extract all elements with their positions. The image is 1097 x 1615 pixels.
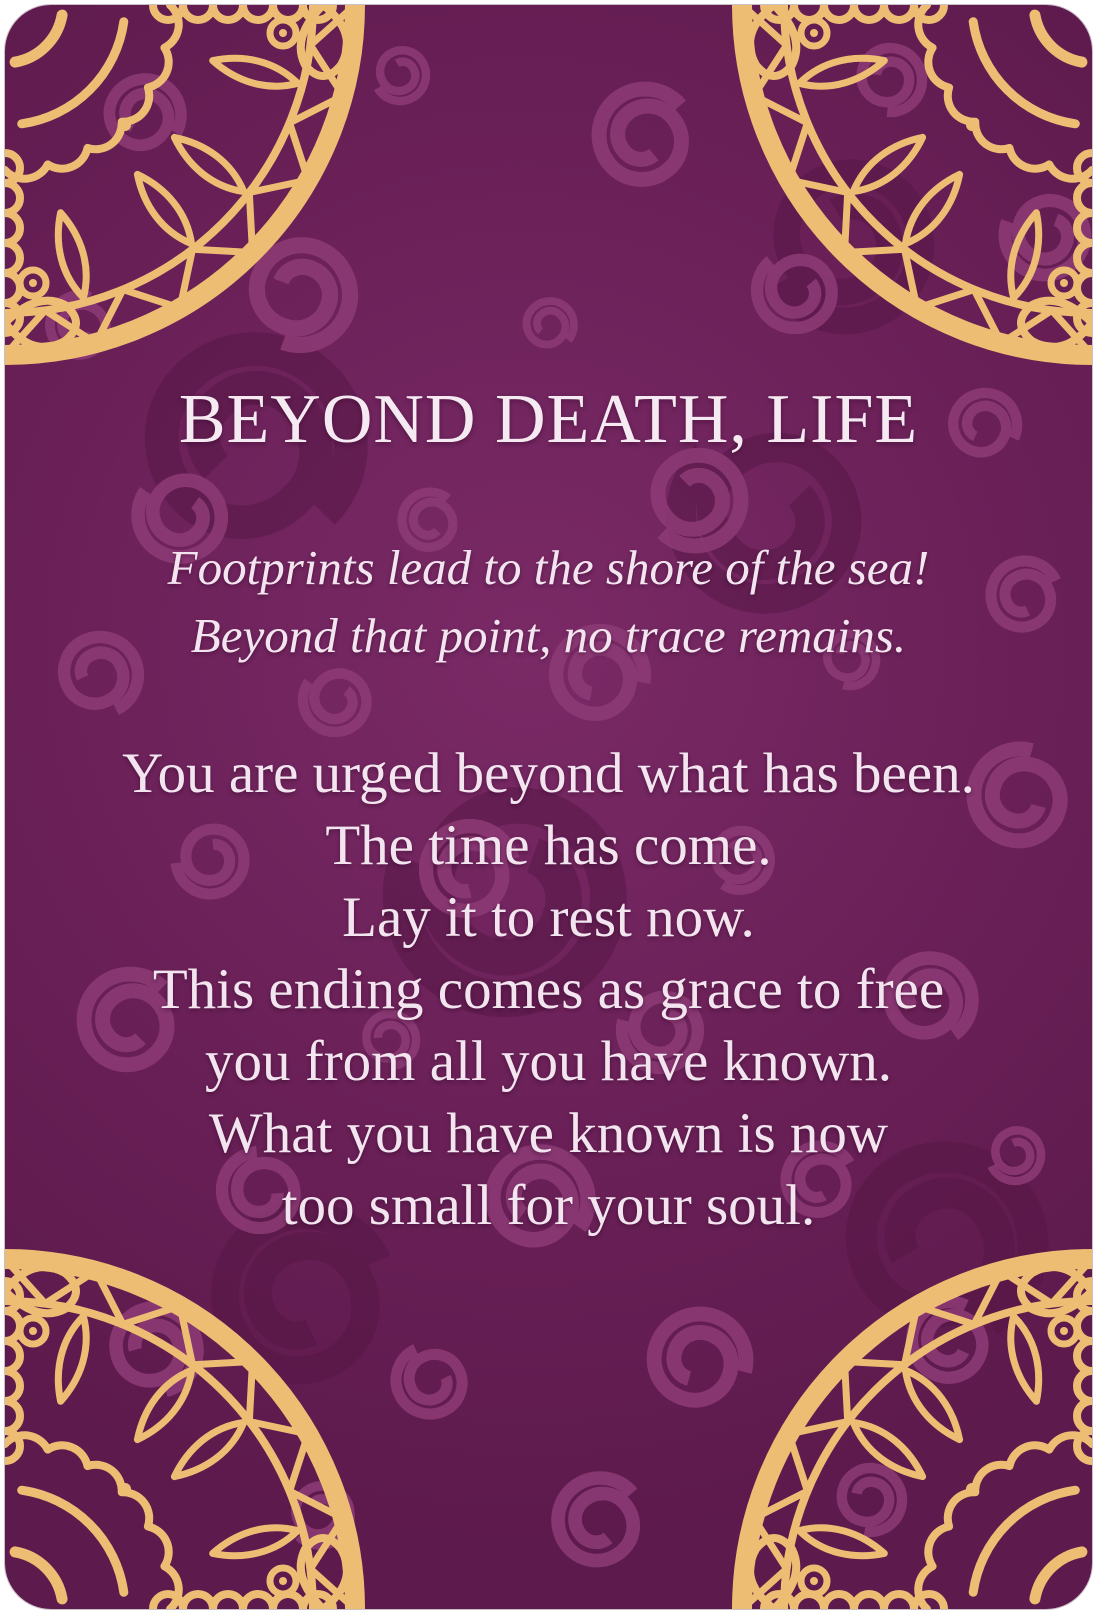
card-quote (5, 534, 1092, 670)
card-title: BEYOND DEATH, LIFE (178, 381, 919, 458)
message-line: What you have known is now (208, 1102, 889, 1165)
message-line: too small for your soul. (281, 1174, 816, 1237)
message-line: The time has come. (325, 814, 772, 877)
card-message (5, 738, 1092, 1242)
quote-line: Footprints lead to the shore of the sea! (167, 540, 930, 595)
message-line: Lay it to rest now. (342, 886, 755, 949)
card-text-layer (5, 5, 1092, 1609)
message-line: You are urged beyond what has been. (122, 742, 975, 805)
oracle-card (5, 5, 1092, 1609)
quote-line: Beyond that point, no trace remains. (190, 608, 907, 663)
message-line: you from all you have known. (204, 1030, 893, 1093)
message-line: This ending comes as grace to free (152, 958, 945, 1021)
